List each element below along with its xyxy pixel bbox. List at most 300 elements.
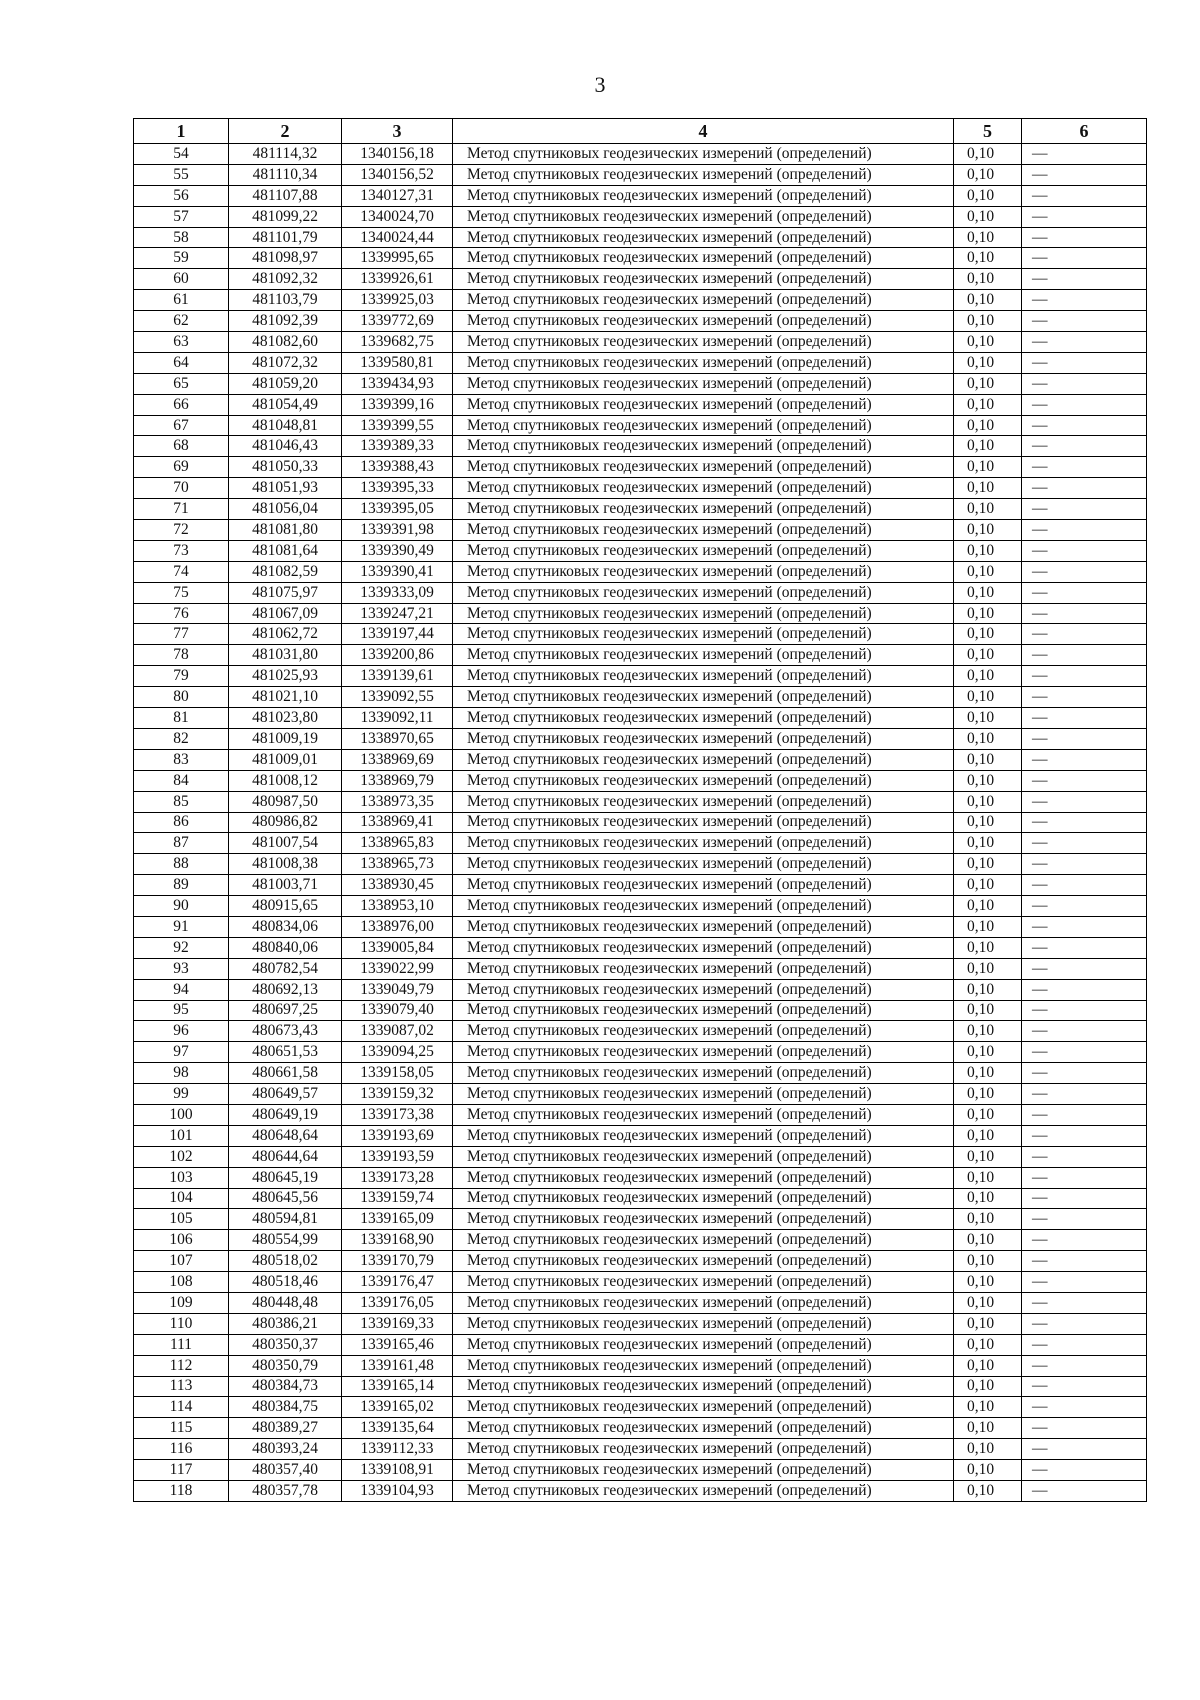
x-coordinate-cell: 480350,37: [229, 1334, 342, 1355]
point-number-cell: 117: [134, 1460, 229, 1481]
y-coordinate-cell: 1339395,05: [342, 499, 453, 520]
note-cell: —: [1022, 415, 1147, 436]
accuracy-cell: 0,10: [954, 373, 1022, 394]
table-row: [134, 457, 1147, 478]
point-number-cell: 113: [134, 1376, 229, 1397]
point-number-cell: 85: [134, 791, 229, 812]
x-coordinate-cell: 481082,60: [229, 332, 342, 353]
table-row: [134, 185, 1147, 206]
note-cell: —: [1022, 1000, 1147, 1021]
point-number-cell: 98: [134, 1063, 229, 1084]
x-coordinate-cell: 481101,79: [229, 227, 342, 248]
method-cell: Метод спутниковых геодезических измерений (определений): [453, 791, 954, 812]
note-cell: —: [1022, 1334, 1147, 1355]
x-coordinate-cell: 480840,06: [229, 937, 342, 958]
y-coordinate-cell: 1339200,86: [342, 645, 453, 666]
accuracy-cell: 0,10: [954, 958, 1022, 979]
y-coordinate-cell: 1339135,64: [342, 1418, 453, 1439]
point-number-cell: 74: [134, 561, 229, 582]
point-number-cell: 90: [134, 896, 229, 917]
x-coordinate-cell: 480648,64: [229, 1125, 342, 1146]
note-cell: —: [1022, 1251, 1147, 1272]
x-coordinate-cell: 481103,79: [229, 290, 342, 311]
accuracy-cell: 0,10: [954, 896, 1022, 917]
table-row: [134, 708, 1147, 729]
point-number-cell: 64: [134, 352, 229, 373]
y-coordinate-cell: 1340156,18: [342, 144, 453, 165]
note-cell: —: [1022, 1292, 1147, 1313]
y-coordinate-cell: 1338969,41: [342, 812, 453, 833]
note-cell: —: [1022, 1272, 1147, 1293]
point-number-cell: 81: [134, 708, 229, 729]
method-cell: Метод спутниковых геодезических измерений (определений): [453, 833, 954, 854]
y-coordinate-cell: 1340127,31: [342, 185, 453, 206]
table-row: [134, 1188, 1147, 1209]
table-row: [134, 1084, 1147, 1105]
point-number-cell: 84: [134, 770, 229, 791]
table-row: [134, 582, 1147, 603]
method-cell: Метод спутниковых геодезических измерений (определений): [453, 979, 954, 1000]
y-coordinate-cell: 1339995,65: [342, 248, 453, 269]
x-coordinate-cell: 480915,65: [229, 896, 342, 917]
y-coordinate-cell: 1339092,55: [342, 687, 453, 708]
y-coordinate-cell: 1339395,33: [342, 478, 453, 499]
accuracy-cell: 0,10: [954, 582, 1022, 603]
point-number-cell: 72: [134, 520, 229, 541]
note-cell: —: [1022, 875, 1147, 896]
table-header: [134, 119, 1147, 144]
method-cell: Метод спутниковых геодезических измерений (определений): [453, 1230, 954, 1251]
note-cell: —: [1022, 1104, 1147, 1125]
method-cell: Метод спутниковых геодезических измерений (определений): [453, 1000, 954, 1021]
note-cell: —: [1022, 1084, 1147, 1105]
method-cell: Метод спутниковых геодезических измерений (определений): [453, 1146, 954, 1167]
method-cell: Метод спутниковых геодезических измерений (определений): [453, 206, 954, 227]
accuracy-cell: 0,10: [954, 728, 1022, 749]
accuracy-cell: 0,10: [954, 394, 1022, 415]
x-coordinate-cell: 481050,33: [229, 457, 342, 478]
y-coordinate-cell: 1338976,00: [342, 916, 453, 937]
accuracy-cell: 0,10: [954, 332, 1022, 353]
note-cell: —: [1022, 728, 1147, 749]
accuracy-cell: 0,10: [954, 708, 1022, 729]
method-cell: Метод спутниковых геодезических измерений (определений): [453, 499, 954, 520]
note-cell: —: [1022, 1460, 1147, 1481]
method-cell: Метод спутниковых геодезических измерений (определений): [453, 1042, 954, 1063]
y-coordinate-cell: 1340024,70: [342, 206, 453, 227]
method-cell: Метод спутниковых геодезических измерений (определений): [453, 332, 954, 353]
accuracy-cell: 0,10: [954, 1167, 1022, 1188]
accuracy-cell: 0,10: [954, 1397, 1022, 1418]
accuracy-cell: 0,10: [954, 666, 1022, 687]
accuracy-cell: 0,10: [954, 937, 1022, 958]
y-coordinate-cell: 1339772,69: [342, 311, 453, 332]
point-number-cell: 92: [134, 937, 229, 958]
accuracy-cell: 0,10: [954, 875, 1022, 896]
accuracy-cell: 0,10: [954, 415, 1022, 436]
note-cell: —: [1022, 1355, 1147, 1376]
note-cell: —: [1022, 332, 1147, 353]
x-coordinate-cell: 481062,72: [229, 624, 342, 645]
method-cell: Метод спутниковых геодезических измерений (определений): [453, 708, 954, 729]
method-cell: Метод спутниковых геодезических измерений (определений): [453, 164, 954, 185]
method-cell: Метод спутниковых геодезических измерений (определений): [453, 436, 954, 457]
header-col-1: 1: [134, 119, 229, 144]
note-cell: —: [1022, 1418, 1147, 1439]
y-coordinate-cell: 1339139,61: [342, 666, 453, 687]
x-coordinate-cell: 480987,50: [229, 791, 342, 812]
table-row: [134, 1376, 1147, 1397]
table-row: [134, 1209, 1147, 1230]
x-coordinate-cell: 481098,97: [229, 248, 342, 269]
point-number-cell: 76: [134, 603, 229, 624]
accuracy-cell: 0,10: [954, 1042, 1022, 1063]
note-cell: —: [1022, 1397, 1147, 1418]
method-cell: Метод спутниковых геодезических измерений (определений): [453, 624, 954, 645]
x-coordinate-cell: 481056,04: [229, 499, 342, 520]
table-body: [134, 144, 1147, 1502]
x-coordinate-cell: 480644,64: [229, 1146, 342, 1167]
x-coordinate-cell: 481009,19: [229, 728, 342, 749]
method-cell: Метод спутниковых геодезических измерений (определений): [453, 1355, 954, 1376]
y-coordinate-cell: 1339333,09: [342, 582, 453, 603]
accuracy-cell: 0,10: [954, 457, 1022, 478]
y-coordinate-cell: 1339165,14: [342, 1376, 453, 1397]
x-coordinate-cell: 481054,49: [229, 394, 342, 415]
x-coordinate-cell: 481009,01: [229, 749, 342, 770]
method-cell: Метод спутниковых геодезических измерений (определений): [453, 875, 954, 896]
table-row: [134, 499, 1147, 520]
y-coordinate-cell: 1339112,33: [342, 1439, 453, 1460]
accuracy-cell: 0,10: [954, 1251, 1022, 1272]
method-cell: Метод спутниковых геодезических измерений (определений): [453, 749, 954, 770]
accuracy-cell: 0,10: [954, 540, 1022, 561]
note-cell: —: [1022, 666, 1147, 687]
x-coordinate-cell: 480386,21: [229, 1313, 342, 1334]
point-number-cell: 118: [134, 1481, 229, 1502]
accuracy-cell: 0,10: [954, 227, 1022, 248]
x-coordinate-cell: 481092,39: [229, 311, 342, 332]
note-cell: —: [1022, 1376, 1147, 1397]
note-cell: —: [1022, 164, 1147, 185]
method-cell: Метод спутниковых геодезических измерений (определений): [453, 269, 954, 290]
y-coordinate-cell: 1339159,32: [342, 1084, 453, 1105]
y-coordinate-cell: 1339165,09: [342, 1209, 453, 1230]
note-cell: —: [1022, 561, 1147, 582]
x-coordinate-cell: 480834,06: [229, 916, 342, 937]
table-row: [134, 937, 1147, 958]
method-cell: Метод спутниковых геодезических измерений (определений): [453, 290, 954, 311]
method-cell: Метод спутниковых геодезических измерений (определений): [453, 1418, 954, 1439]
table-row: [134, 833, 1147, 854]
accuracy-cell: 0,10: [954, 687, 1022, 708]
accuracy-cell: 0,10: [954, 1084, 1022, 1105]
method-cell: Метод спутниковых геодезических измерений (определений): [453, 457, 954, 478]
table-row: [134, 979, 1147, 1000]
point-number-cell: 103: [134, 1167, 229, 1188]
table-row: [134, 269, 1147, 290]
x-coordinate-cell: 480661,58: [229, 1063, 342, 1084]
method-cell: Метод спутниковых геодезических измерений (определений): [453, 603, 954, 624]
method-cell: Метод спутниковых геодезических измерений (определений): [453, 1481, 954, 1502]
method-cell: Метод спутниковых геодезических измерений (определений): [453, 1251, 954, 1272]
accuracy-cell: 0,10: [954, 1292, 1022, 1313]
point-number-cell: 57: [134, 206, 229, 227]
table-row: [134, 164, 1147, 185]
x-coordinate-cell: 481021,10: [229, 687, 342, 708]
table-row: [134, 1021, 1147, 1042]
method-cell: Метод спутниковых геодезических измерений (определений): [453, 1376, 954, 1397]
method-cell: Метод спутниковых геодезических измерений (определений): [453, 1292, 954, 1313]
method-cell: Метод спутниковых геодезических измерений (определений): [453, 687, 954, 708]
accuracy-cell: 0,10: [954, 352, 1022, 373]
x-coordinate-cell: 480393,24: [229, 1439, 342, 1460]
point-number-cell: 79: [134, 666, 229, 687]
method-cell: Метод спутниковых геодезических измерений (определений): [453, 227, 954, 248]
table-row: [134, 206, 1147, 227]
y-coordinate-cell: 1339389,33: [342, 436, 453, 457]
table-row: [134, 875, 1147, 896]
method-cell: Метод спутниковых геодезических измерений (определений): [453, 1397, 954, 1418]
accuracy-cell: 0,10: [954, 1272, 1022, 1293]
note-cell: —: [1022, 624, 1147, 645]
point-number-cell: 114: [134, 1397, 229, 1418]
method-cell: Метод спутниковых геодезических измерений (определений): [453, 645, 954, 666]
table-row: [134, 1042, 1147, 1063]
table-row: [134, 394, 1147, 415]
y-coordinate-cell: 1339168,90: [342, 1230, 453, 1251]
y-coordinate-cell: 1339391,98: [342, 520, 453, 541]
accuracy-cell: 0,10: [954, 248, 1022, 269]
point-number-cell: 107: [134, 1251, 229, 1272]
accuracy-cell: 0,10: [954, 1355, 1022, 1376]
note-cell: —: [1022, 499, 1147, 520]
point-number-cell: 80: [134, 687, 229, 708]
x-coordinate-cell: 481072,32: [229, 352, 342, 373]
note-cell: —: [1022, 1481, 1147, 1502]
y-coordinate-cell: 1339193,69: [342, 1125, 453, 1146]
point-number-cell: 95: [134, 1000, 229, 1021]
x-coordinate-cell: 480649,19: [229, 1104, 342, 1125]
note-cell: —: [1022, 373, 1147, 394]
method-cell: Метод спутниковых геодезических измерений (определений): [453, 1063, 954, 1084]
y-coordinate-cell: 1338973,35: [342, 791, 453, 812]
method-cell: Метод спутниковых геодезических измерений (определений): [453, 415, 954, 436]
header-col-2: 2: [229, 119, 342, 144]
point-number-cell: 109: [134, 1292, 229, 1313]
table-row: [134, 1334, 1147, 1355]
note-cell: —: [1022, 1188, 1147, 1209]
note-cell: —: [1022, 457, 1147, 478]
method-cell: Метод спутниковых геодезических измерений (определений): [453, 1021, 954, 1042]
note-cell: —: [1022, 290, 1147, 311]
accuracy-cell: 0,10: [954, 1230, 1022, 1251]
y-coordinate-cell: 1339682,75: [342, 332, 453, 353]
x-coordinate-cell: 481082,59: [229, 561, 342, 582]
accuracy-cell: 0,10: [954, 561, 1022, 582]
accuracy-cell: 0,10: [954, 1418, 1022, 1439]
table-row: [134, 144, 1147, 165]
note-cell: —: [1022, 227, 1147, 248]
point-number-cell: 71: [134, 499, 229, 520]
y-coordinate-cell: 1338969,79: [342, 770, 453, 791]
accuracy-cell: 0,10: [954, 1146, 1022, 1167]
point-number-cell: 97: [134, 1042, 229, 1063]
y-coordinate-cell: 1339580,81: [342, 352, 453, 373]
note-cell: —: [1022, 1021, 1147, 1042]
method-cell: Метод спутниковых геодезических измерений (определений): [453, 1313, 954, 1334]
note-cell: —: [1022, 144, 1147, 165]
point-number-cell: 101: [134, 1125, 229, 1146]
table-row: [134, 478, 1147, 499]
note-cell: —: [1022, 958, 1147, 979]
y-coordinate-cell: 1339158,05: [342, 1063, 453, 1084]
y-coordinate-cell: 1340156,52: [342, 164, 453, 185]
table-row: [134, 520, 1147, 541]
y-coordinate-cell: 1339165,46: [342, 1334, 453, 1355]
header-col-3: 3: [342, 119, 453, 144]
point-number-cell: 105: [134, 1209, 229, 1230]
note-cell: —: [1022, 833, 1147, 854]
note-cell: —: [1022, 1209, 1147, 1230]
method-cell: Метод спутниковых геодезических измерений (определений): [453, 1272, 954, 1293]
table-row: [134, 770, 1147, 791]
table-row: [134, 687, 1147, 708]
y-coordinate-cell: 1339169,33: [342, 1313, 453, 1334]
note-cell: —: [1022, 248, 1147, 269]
x-coordinate-cell: 480986,82: [229, 812, 342, 833]
point-number-cell: 56: [134, 185, 229, 206]
table-row: [134, 1146, 1147, 1167]
table-row: [134, 415, 1147, 436]
point-number-cell: 54: [134, 144, 229, 165]
point-number-cell: 116: [134, 1439, 229, 1460]
header-col-6: 6: [1022, 119, 1147, 144]
table-row: [134, 958, 1147, 979]
method-cell: Метод спутниковых геодезических измерений (определений): [453, 1084, 954, 1105]
method-cell: Метод спутниковых геодезических измерений (определений): [453, 1460, 954, 1481]
table-row: [134, 1104, 1147, 1125]
x-coordinate-cell: 481007,54: [229, 833, 342, 854]
note-cell: —: [1022, 185, 1147, 206]
point-number-cell: 62: [134, 311, 229, 332]
y-coordinate-cell: 1339104,93: [342, 1481, 453, 1502]
table-row: [134, 227, 1147, 248]
y-coordinate-cell: 1339399,16: [342, 394, 453, 415]
y-coordinate-cell: 1339399,55: [342, 415, 453, 436]
point-number-cell: 111: [134, 1334, 229, 1355]
accuracy-cell: 0,10: [954, 833, 1022, 854]
x-coordinate-cell: 480554,99: [229, 1230, 342, 1251]
table-row: [134, 624, 1147, 645]
point-number-cell: 68: [134, 436, 229, 457]
y-coordinate-cell: 1339390,49: [342, 540, 453, 561]
note-cell: —: [1022, 206, 1147, 227]
y-coordinate-cell: 1339926,61: [342, 269, 453, 290]
note-cell: —: [1022, 1230, 1147, 1251]
table-row: [134, 791, 1147, 812]
point-number-cell: 86: [134, 812, 229, 833]
point-number-cell: 93: [134, 958, 229, 979]
point-number-cell: 67: [134, 415, 229, 436]
method-cell: Метод спутниковых геодезических измерений (определений): [453, 520, 954, 541]
accuracy-cell: 0,10: [954, 645, 1022, 666]
accuracy-cell: 0,10: [954, 1460, 1022, 1481]
y-coordinate-cell: 1339092,11: [342, 708, 453, 729]
method-cell: Метод спутниковых геодезических измерений (определений): [453, 248, 954, 269]
x-coordinate-cell: 480384,73: [229, 1376, 342, 1397]
method-cell: Метод спутниковых геодезических измерений (определений): [453, 854, 954, 875]
table-row: [134, 1272, 1147, 1293]
accuracy-cell: 0,10: [954, 1063, 1022, 1084]
table-row: [134, 561, 1147, 582]
point-number-cell: 77: [134, 624, 229, 645]
y-coordinate-cell: 1339022,99: [342, 958, 453, 979]
x-coordinate-cell: 480448,48: [229, 1292, 342, 1313]
y-coordinate-cell: 1339005,84: [342, 937, 453, 958]
accuracy-cell: 0,10: [954, 290, 1022, 311]
note-cell: —: [1022, 896, 1147, 917]
y-coordinate-cell: 1338953,10: [342, 896, 453, 917]
note-cell: —: [1022, 1167, 1147, 1188]
method-cell: Метод спутниковых геодезических измерений (определений): [453, 728, 954, 749]
y-coordinate-cell: 1338969,69: [342, 749, 453, 770]
y-coordinate-cell: 1339159,74: [342, 1188, 453, 1209]
point-number-cell: 65: [134, 373, 229, 394]
point-number-cell: 60: [134, 269, 229, 290]
coordinates-table: [133, 118, 1147, 1502]
x-coordinate-cell: 481075,97: [229, 582, 342, 603]
note-cell: —: [1022, 1063, 1147, 1084]
method-cell: Метод спутниковых геодезических измерений (определений): [453, 582, 954, 603]
accuracy-cell: 0,10: [954, 749, 1022, 770]
note-cell: —: [1022, 352, 1147, 373]
point-number-cell: 63: [134, 332, 229, 353]
note-cell: —: [1022, 603, 1147, 624]
x-coordinate-cell: 480350,79: [229, 1355, 342, 1376]
note-cell: —: [1022, 812, 1147, 833]
table-row: [134, 332, 1147, 353]
method-cell: Метод спутниковых геодезических измерений (определений): [453, 561, 954, 582]
point-number-cell: 96: [134, 1021, 229, 1042]
method-cell: Метод спутниковых геодезических измерений (определений): [453, 540, 954, 561]
table-row: [134, 1313, 1147, 1334]
point-number-cell: 70: [134, 478, 229, 499]
table-row: [134, 1230, 1147, 1251]
y-coordinate-cell: 1339176,05: [342, 1292, 453, 1313]
x-coordinate-cell: 480649,57: [229, 1084, 342, 1105]
note-cell: —: [1022, 749, 1147, 770]
y-coordinate-cell: 1339388,43: [342, 457, 453, 478]
point-number-cell: 89: [134, 875, 229, 896]
accuracy-cell: 0,10: [954, 1439, 1022, 1460]
x-coordinate-cell: 480389,27: [229, 1418, 342, 1439]
table-row: [134, 896, 1147, 917]
x-coordinate-cell: 481008,38: [229, 854, 342, 875]
method-cell: Метод спутниковых геодезических измерений (определений): [453, 1209, 954, 1230]
table-row: [134, 812, 1147, 833]
table-row: [134, 311, 1147, 332]
point-number-cell: 102: [134, 1146, 229, 1167]
accuracy-cell: 0,10: [954, 916, 1022, 937]
x-coordinate-cell: 480782,54: [229, 958, 342, 979]
method-cell: Метод спутниковых геодезических измерений (определений): [453, 352, 954, 373]
point-number-cell: 106: [134, 1230, 229, 1251]
table-row: [134, 540, 1147, 561]
x-coordinate-cell: 481046,43: [229, 436, 342, 457]
method-cell: Метод спутниковых геодезических измерений (определений): [453, 666, 954, 687]
method-cell: Метод спутниковых геодезических измерений (определений): [453, 373, 954, 394]
